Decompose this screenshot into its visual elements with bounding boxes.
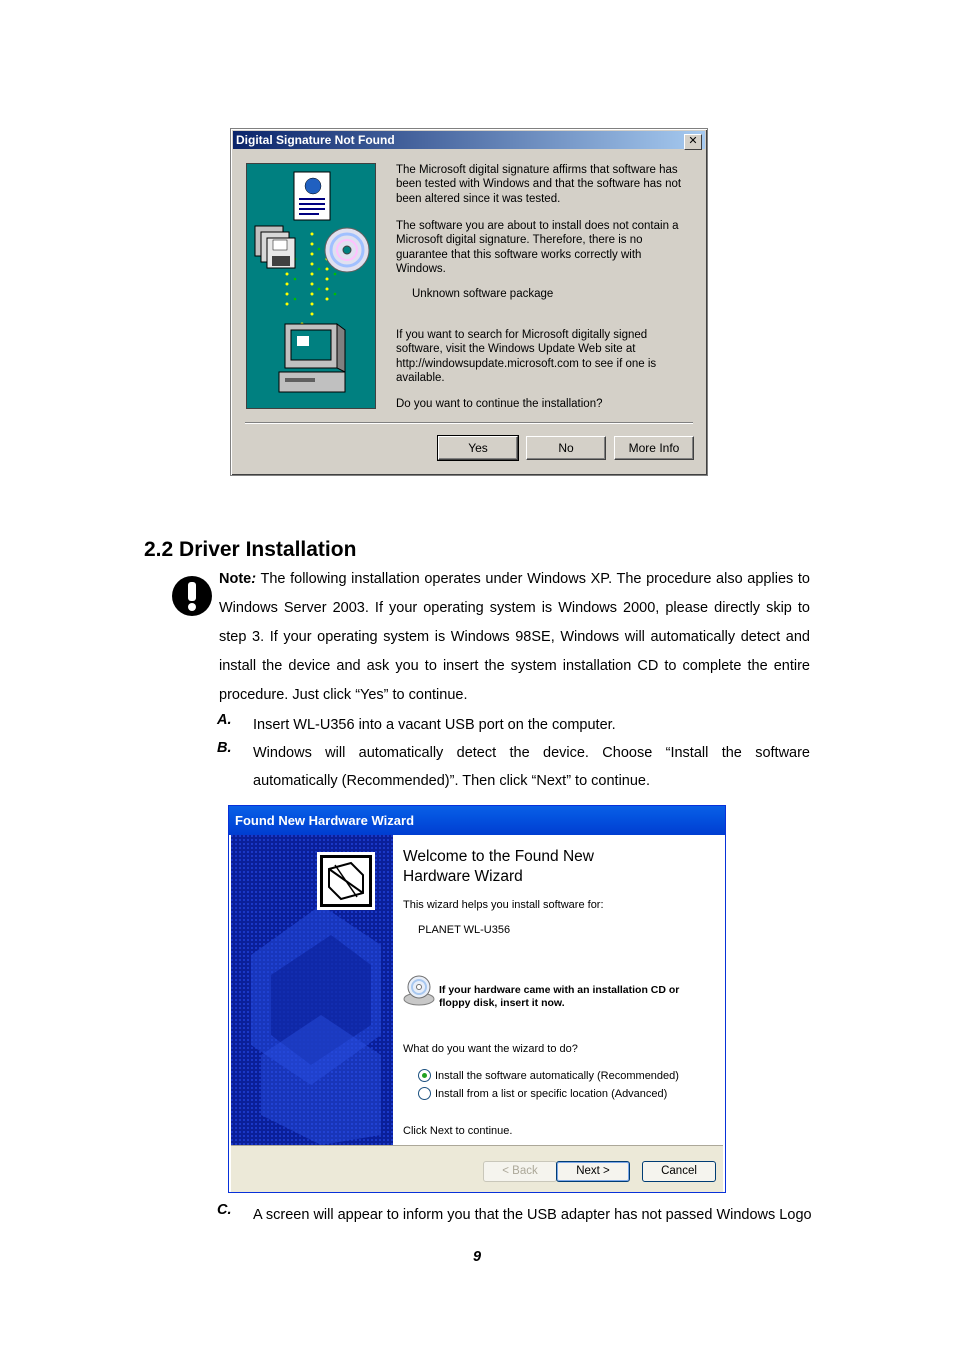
warning-icon [171,575,213,617]
cd-icon [403,975,437,1007]
wizard-banner-graphic [231,835,393,1145]
note-text: The following installation operates under Windows XP. The procedure also applies to Windows Server 2003. If your operating system is Windows 2000, please directly skip to step 3. If your operating system is Windows 98SE, Windows will automatically detect and install the device and ask you to insert the system installation CD to complete the entire procedure. Just click “Yes” to continue. [219,571,810,703]
wizard-main-panel [393,835,723,1145]
signature-explanation: The Microsoft digital signature affirms that software has been tested with Windows and that the software has not been altered since it was tested. [396,164,682,205]
next-button[interactable]: Next > [556,1161,630,1182]
more-info-button[interactable]: More Info [614,436,694,460]
note-colon: : [251,571,257,587]
wizard-heading: Welcome to the Found New Hardware Wizard [403,848,594,885]
wizard-title: Found New Hardware Wizard [235,813,415,828]
step-b-text: Windows will automatically detect the device. Choose “Install the software automatically (Recommended)”. Then click “Next” to continue. [253,745,810,789]
step-c-text: A screen will appear to inform you that the USB adapter has not passed Windows Logo [253,1207,812,1223]
step-c-letter: C. [217,1202,232,1218]
wizard-footer [231,1145,723,1193]
wizard-title-bar [229,806,725,835]
wizard-question: What do you want the wizard to do? [403,1043,578,1055]
step-b-letter: B. [217,740,232,756]
step-a-text: Insert WL-U356 into a vacant USB port on the computer. [253,717,616,733]
page-number: 9 [472,1249,482,1265]
dialog-title: Digital Signature Not Found [236,133,395,147]
software-transfer-icon [247,164,375,408]
dialog-separator [245,422,693,424]
digital-signature-dialog [230,128,708,476]
continue-question: Do you want to continue the installation? [396,398,603,410]
signature-illustration [246,163,376,409]
option-auto[interactable] [418,1069,679,1082]
radio-selected-icon[interactable] [418,1069,431,1082]
no-signature-warning: The software you are about to install does not contain a Microsoft digital signature. Therefore, there is no guarantee that this software works correctly with Windows. [396,220,679,275]
device-name: PLANET WL-U356 [418,924,511,936]
section-heading: 2.2 Driver Installation [144,538,357,561]
option-auto-label: Install the software automatically (Recommended) [435,1069,679,1082]
close-icon[interactable]: ✕ [684,134,702,150]
option-advanced-label: Install from a list or specific location (Advanced) [435,1087,668,1100]
insert-cd-prompt: If your hardware came with an installation CD or floppy disk, insert it now. [439,984,680,1009]
windows-update-info: If you want to search for Microsoft digitally signed software, visit the Windows Update Web site at http://windowsupdate.microsoft.com to see if one is available. [396,329,657,384]
wizard-helps-text: This wizard helps you install software for: [403,899,604,911]
continue-instruction: Click Next to continue. [403,1125,513,1137]
note-label: Note [219,571,252,587]
note-paragraph [219,565,810,710]
wizard-side-banner [231,835,393,1145]
dialog-title-bar [233,131,705,149]
step-a-letter: A. [217,712,232,728]
option-advanced[interactable] [418,1087,667,1100]
yes-button[interactable]: Yes [438,436,518,460]
found-new-hardware-wizard [228,805,726,1193]
back-button[interactable]: < Back [483,1161,557,1182]
package-name: Unknown software package [412,288,554,300]
cancel-button[interactable]: Cancel [642,1161,716,1182]
no-button[interactable]: No [526,436,606,460]
radio-unselected-icon[interactable] [418,1087,431,1100]
